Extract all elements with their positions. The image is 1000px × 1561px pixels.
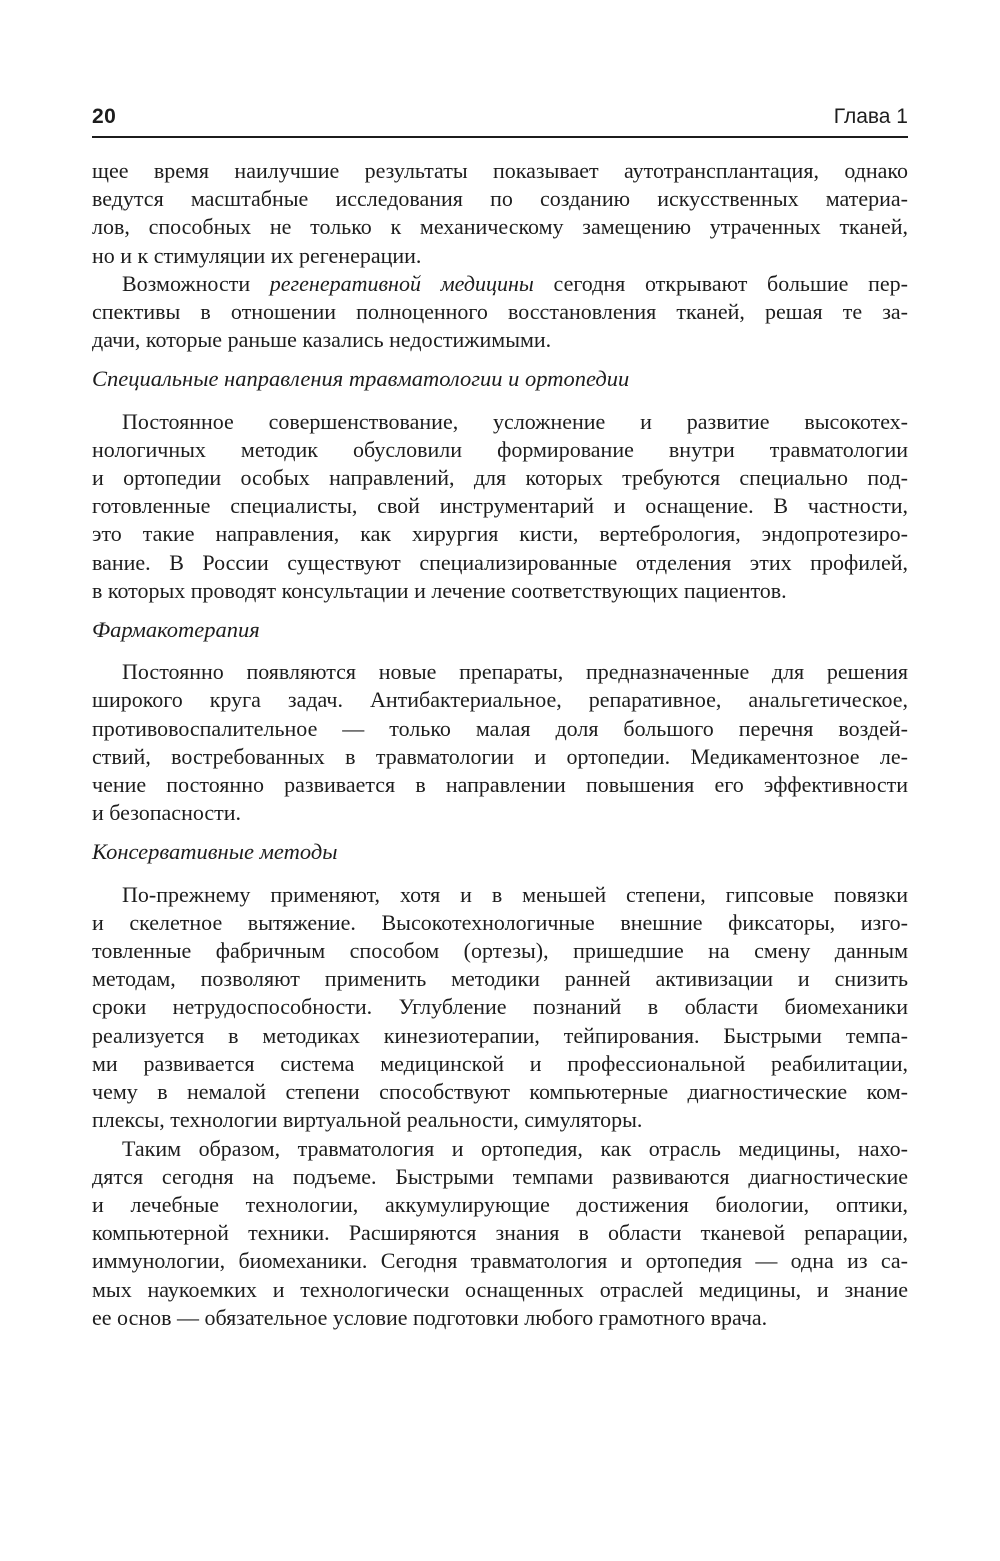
text-line: и ортопедии особых направлений, для которых требуются специально под-	[92, 465, 908, 491]
text-line: но и к стимуляции их регенерации.	[92, 242, 422, 268]
paragraph	[92, 408, 908, 605]
text-line: широкого круга задач. Антибактериальное, репаративное, анальгетическое,	[92, 687, 908, 713]
text-line: готовленные специалисты, свой инструментарий и оснащение. В частности,	[92, 493, 908, 519]
text-line: дятся сегодня на подъеме. Быстрыми темпами развиваются диагностические	[92, 1163, 908, 1189]
chapter-header: Глава 1	[833, 105, 908, 128]
text-line: лов, способных не только к механическому замещению утраченных тканей,	[92, 214, 908, 240]
paragraph	[92, 1135, 908, 1332]
text-line: Постоянное совершенствование, усложнение и развитие высокотех-	[122, 408, 908, 434]
text-line: вание. В России существуют специализированные отделения этих профилей,	[92, 549, 908, 575]
text-segment: Возможности	[122, 270, 270, 296]
text-line: ствий, востребованных в травматологии и ортопедии. Медикаментозное ле-	[92, 743, 908, 769]
section-heading: Фармакотерапия	[92, 617, 260, 643]
text-line: спективы в отношении полноценного восстановления тканей, решая те за-	[92, 299, 908, 325]
text-line: противовоспалительное — только малая доля большого перечня воздей-	[92, 715, 908, 741]
text-line: это такие направления, как хирургия кисти, вертебрология, эндопротезиро-	[92, 521, 908, 547]
text-line: плексы, технологии виртуальной реальности, симуляторы.	[92, 1107, 643, 1133]
page-number: 20	[92, 105, 117, 128]
text-line: щее время наилучшие результаты показывает аутотрансплантация, однако	[92, 158, 908, 183]
section-heading: Консервативные методы	[92, 839, 338, 865]
text-line: ми развивается система медицинской и профессиональной реабилитации,	[92, 1050, 908, 1076]
text-line: в которых проводят консультации и лечение соответствующих пациентов.	[92, 577, 787, 603]
italic-term: регенеративной медицины	[269, 270, 534, 296]
page-header	[92, 106, 908, 138]
text-line: и безопасности.	[92, 800, 242, 826]
text-line: чение постоянно развивается в направлении повышения его эффективности	[92, 772, 908, 798]
text-line: методам, позволяют применить методики ранней активизации и снизить	[92, 966, 908, 992]
paragraph	[92, 270, 908, 355]
paragraph	[92, 658, 908, 827]
text-line: и лечебные технологии, аккумулирующие достижения биологии, оптики,	[92, 1191, 908, 1217]
text-line	[92, 270, 908, 298]
text-line: чему в немалой степени способствуют компьютерные диагностические ком-	[92, 1079, 908, 1105]
text-line: иммунологии, биомеханики. Сегодня травматология и ортопедия — одна из са-	[92, 1248, 908, 1274]
text-line: сроки нетрудоспособности. Углубление познаний в области биомеханики	[92, 994, 908, 1020]
page-body	[92, 157, 908, 1332]
text-line: По-прежнему применяют, хотя и в меньшей степени, гипсовые повязки	[122, 881, 908, 907]
text-line: ее основ — обязательное условие подготовки любого грамотного врача.	[92, 1304, 768, 1330]
paragraph	[92, 881, 908, 1135]
text-line: Таким образом, травматология и ортопедия, как отрасль медицины, нахо-	[122, 1135, 908, 1161]
text-segment: сегодня открывают большие пер-	[533, 270, 909, 296]
text-line: ведутся масштабные исследования по созданию искусственных материа-	[92, 186, 908, 212]
text-line: нологичных методик обусловили формирование внутри травматологии	[92, 436, 908, 462]
text-line: мых наукоемких и технологически оснащенных отраслей медицины, и знание	[92, 1276, 908, 1302]
text-line: реализуется в методиках кинезиотерапии, тейпирования. Быстрыми темпа-	[92, 1022, 908, 1048]
text-line: компьютерной техники. Расширяются знания в области тканевой репарации,	[92, 1220, 908, 1246]
text-line: Постоянно появляются новые препараты, предназначенные для решения	[122, 659, 908, 685]
paragraph	[92, 157, 908, 270]
text-line: товленные фабричным способом (ортезы), пришедшие на смену данным	[92, 938, 908, 964]
text-line: дачи, которые раньше казались недостижимыми.	[92, 327, 552, 353]
book-page	[0, 106, 1000, 1561]
section-heading: Специальные направления травматологии и ортопедии	[92, 366, 630, 392]
text-line: и скелетное вытяжение. Высокотехнологичные внешние фиксаторы, изго-	[92, 909, 908, 935]
